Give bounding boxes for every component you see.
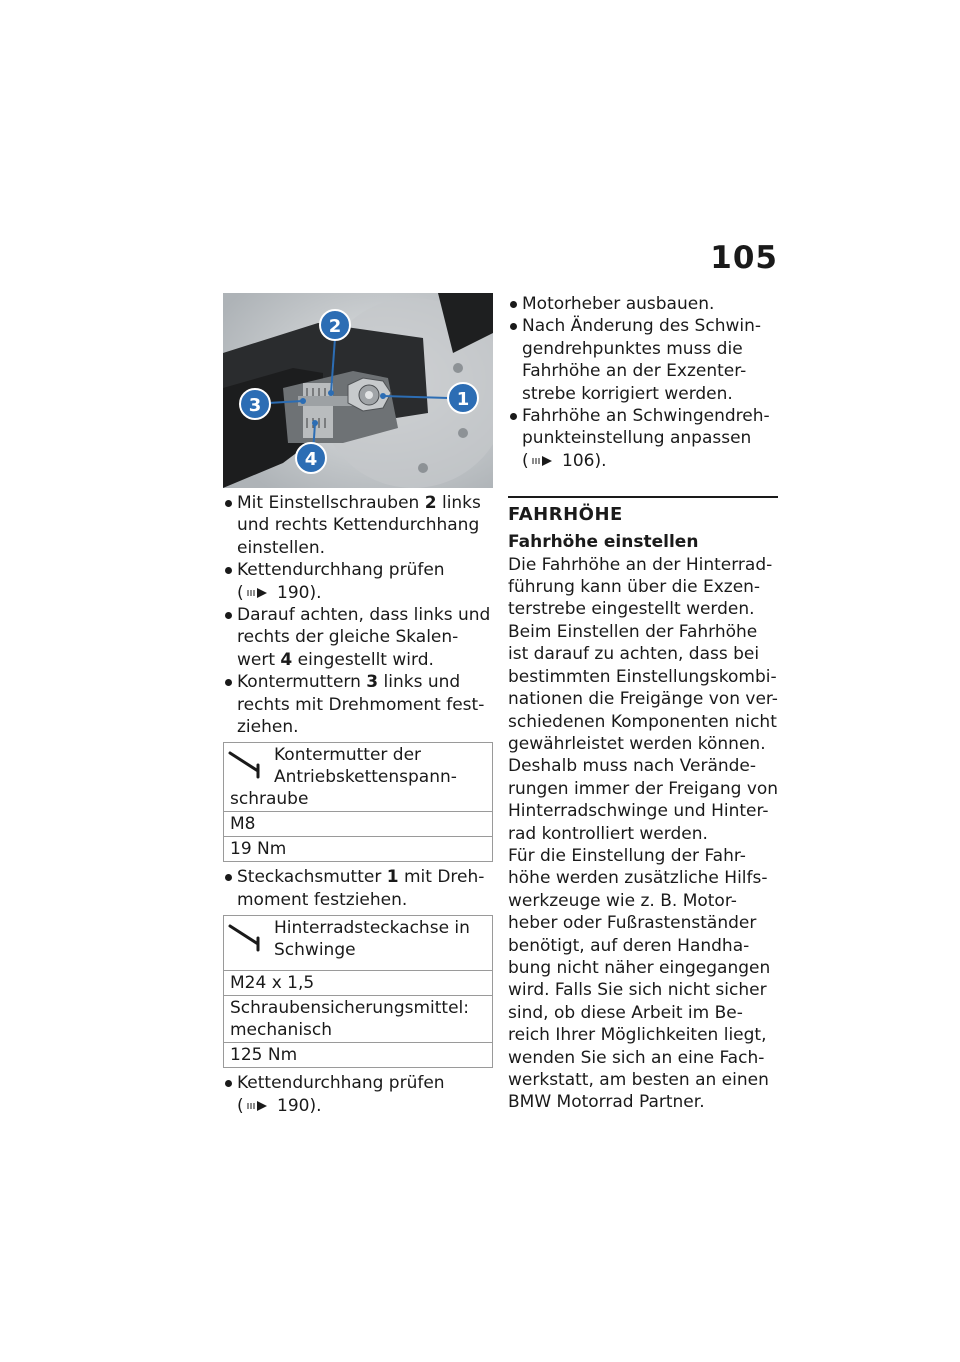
instruction-line: rechts der gleiche Skalen- — [237, 627, 459, 648]
callout-reference: 1 — [386, 867, 399, 888]
right-column — [508, 293, 780, 1114]
instruction-line: Fahrhöhe an der Exzenter- — [522, 361, 747, 382]
paragraph — [508, 554, 780, 621]
spec-title-line: schraube — [230, 789, 309, 810]
page-number: 105 — [710, 240, 778, 276]
paragraph-line: höhe werden zusätzliche Hilfs- — [508, 868, 768, 889]
spec-title-line: Antriebskettenspann- — [274, 767, 457, 788]
instruction-line: und rechts Kettendurchhang — [237, 515, 480, 536]
callout-3 — [240, 389, 270, 419]
instruction-item — [223, 604, 493, 671]
end-instruction-list — [223, 1072, 493, 1117]
paragraph-line: BMW Motorrad Partner. — [508, 1092, 705, 1113]
instruction-item — [508, 405, 780, 472]
paragraph-line: benötigt, auf deren Handha- — [508, 935, 750, 956]
paragraph-line: Hinterradschwinge und Hinter- — [508, 801, 769, 822]
spec-torque: 19 Nm — [224, 837, 493, 862]
paragraph — [508, 621, 780, 845]
paragraph-line: Deshalb muss nach Verände- — [508, 756, 757, 777]
section-title: FAHRHÖHE — [508, 504, 623, 526]
paragraph-line: terstrebe eingestellt werden. — [508, 599, 755, 620]
spec-locking-agent-line: Schraubensicherungsmittel: — [230, 998, 469, 1019]
torque-spec-rear-axle — [223, 915, 493, 1068]
callout-1-label: 1 — [456, 389, 470, 410]
spec-title-cell — [224, 743, 493, 812]
instruction-item — [508, 293, 780, 315]
paragraph-line: gewährleistet werden können. — [508, 733, 766, 754]
page-reference-arrow-icon — [532, 455, 554, 467]
sub-title: Fahrhöhe einstellen — [508, 532, 699, 553]
page-reference-arrow-icon — [247, 1100, 269, 1112]
instruction-line: ( 106). — [522, 450, 607, 471]
instruction-line: wert 4 eingestellt wird. — [237, 649, 434, 670]
instruction-line: punkteinstellung anpassen — [522, 428, 752, 449]
instruction-item — [223, 1072, 493, 1117]
paragraph-line: Beim Einstellen der Fahrhöhe — [508, 621, 758, 642]
instruction-line: Fahrhöhe an Schwingendreh- — [522, 406, 770, 427]
torque-spec-lock-nut — [223, 742, 493, 862]
instruction-item — [223, 559, 493, 604]
spec-title-line: Kontermutter der — [274, 745, 422, 766]
instruction-line: ( 190). — [237, 1095, 322, 1116]
instruction-line: ( 190). — [237, 582, 322, 603]
paragraph-line: sind, ob diese Arbeit im Be- — [508, 1002, 743, 1023]
paragraph-line: werkzeuge wie z. B. Motor- — [508, 890, 737, 911]
paragraph-line: bung nicht näher eingegangen — [508, 957, 771, 978]
instruction-line: Kettendurchhang prüfen — [237, 560, 445, 581]
instruction-line: Darauf achten, dass links und — [237, 605, 491, 626]
mid-instruction-list — [223, 866, 493, 911]
instruction-item — [223, 866, 493, 911]
instruction-line: Mit Einstellschrauben 2 links — [237, 493, 481, 513]
paragraph-line: werkstatt, am besten an einen — [508, 1070, 769, 1090]
spec-locking-agent — [224, 996, 493, 1043]
instruction-line: einstellen. — [237, 537, 326, 558]
paragraph-line: wenden Sie sich an eine Fach- — [508, 1047, 765, 1068]
paragraph-line: rad kontrolliert werden. — [508, 823, 708, 844]
callout-3-label: 3 — [248, 395, 262, 416]
spec-title-cell — [224, 916, 493, 971]
chain-adjuster-photo — [223, 293, 493, 488]
paragraph-line: ist darauf zu achten, dass bei — [508, 644, 760, 665]
spec-title-line: Schwinge — [274, 940, 356, 961]
instruction-line: Steckachsmutter 1 mit Dreh- — [237, 867, 485, 888]
instruction-line: Kettendurchhang prüfen — [237, 1073, 445, 1094]
instruction-line: gendrehpunktes muss die — [522, 338, 743, 359]
instruction-line: Motorheber ausbauen. — [522, 294, 715, 314]
paragraph-line: führung kann über die Exzen- — [508, 577, 761, 598]
paragraph-line: reich Ihrer Möglichkeiten liegt, — [508, 1025, 767, 1046]
torque-wrench-icon — [228, 922, 264, 952]
torque-wrench-icon — [228, 749, 264, 779]
spec-thread: M24 x 1,5 — [224, 971, 493, 996]
paragraph-line: wird. Falls Sie sich nicht sicher — [508, 980, 767, 1001]
paragraph-line: Für die Einstellung der Fahr- — [508, 845, 746, 866]
callout-1 — [448, 383, 478, 413]
instruction-line: Nach Änderung des Schwin- — [522, 316, 762, 337]
paragraph-line: nationen die Freigänge von ver- — [508, 689, 778, 710]
spec-torque: 125 Nm — [224, 1043, 493, 1068]
instruction-item — [508, 315, 780, 405]
paragraph-line: rungen immer der Freigang von — [508, 778, 779, 799]
spec-thread: M8 — [224, 812, 493, 837]
paragraph-line: schiedenen Komponenten nicht — [508, 711, 777, 732]
callout-reference: 4 — [280, 649, 293, 670]
callout-4-label: 4 — [304, 449, 318, 470]
paragraph — [508, 845, 780, 1114]
instruction-item — [223, 671, 493, 738]
instruction-line: Kontermuttern 3 links und — [237, 672, 461, 693]
paragraph-line: heber oder Fußrastenständer — [508, 913, 757, 934]
callout-2-label: 2 — [328, 316, 342, 337]
instruction-line: ziehen. — [237, 717, 299, 738]
instruction-line: strebe korrigiert werden. — [522, 383, 733, 404]
instruction-line: rechts mit Drehmoment fest- — [237, 694, 485, 715]
page-reference-arrow-icon — [247, 587, 269, 599]
spec-locking-agent-line: mechanisch — [230, 1020, 333, 1041]
instruction-line: moment festziehen. — [237, 889, 408, 910]
left-column — [223, 293, 493, 1117]
body-text — [508, 554, 780, 1114]
right-instruction-list — [508, 293, 780, 472]
callout-reference: 3 — [366, 672, 379, 693]
callout-reference: 2 — [424, 493, 437, 513]
spec-title-line: Hinterradsteckachse in — [274, 918, 470, 939]
paragraph-line: bestimmten Einstellungskombi- — [508, 666, 777, 687]
paragraph-line: Die Fahrhöhe an der Hinterrad- — [508, 554, 773, 575]
instruction-item — [223, 492, 493, 559]
section-divider — [508, 496, 778, 498]
callout-2 — [320, 310, 350, 340]
callout-4 — [296, 443, 326, 473]
left-instruction-list — [223, 492, 493, 738]
